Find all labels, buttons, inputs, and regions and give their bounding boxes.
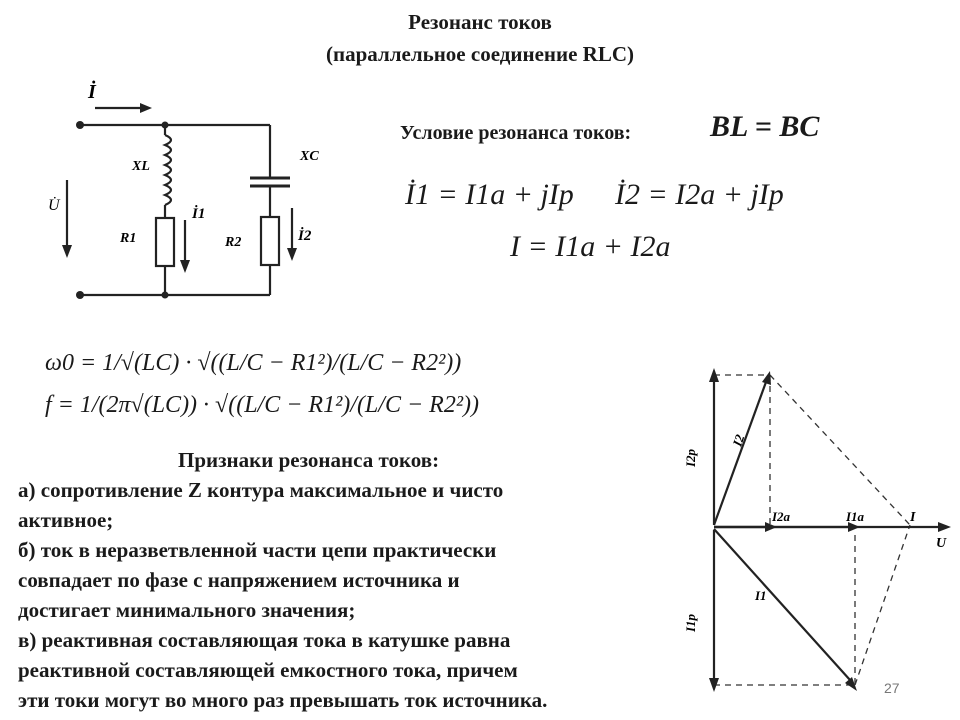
- i1-formula: İ1 = I1a + jIp: [405, 178, 574, 211]
- signs-line: б) ток в неразветвленной части цепи практически: [18, 538, 497, 562]
- resonance-condition-label: Условие резонанса токов:: [400, 122, 632, 144]
- signs-list: [18, 475, 547, 715]
- slide-title: Резонанс токов: [408, 10, 552, 34]
- signs-line: реактивной составляющей емкостного тока, причем: [18, 658, 518, 682]
- signs-line: достигает минимального значения;: [18, 598, 356, 622]
- i1-phasor-label: I1: [755, 588, 767, 603]
- current-label: İ: [88, 81, 96, 103]
- current-sum-formula: I = I1a + I2a: [510, 230, 671, 263]
- signs-heading: Признаки резонанса токов:: [178, 448, 440, 472]
- xc-label: XC: [300, 149, 319, 164]
- i1-label: İ1: [192, 206, 206, 222]
- resonance-condition-formula: BL = BC: [710, 110, 820, 143]
- frequency-formula: f = 1/(2π√(LC)) · √((L/C − R1²)/(L/C − R2²)): [45, 392, 479, 418]
- i2-formula: İ2 = I2a + jIp: [615, 178, 784, 211]
- i2p-label: I2p: [683, 448, 698, 467]
- signs-line: в) реактивная составляющая тока в катушке равна: [18, 628, 511, 652]
- voltage-label: U̇: [48, 197, 60, 214]
- slide-subtitle: (параллельное соединение RLC): [325, 42, 634, 66]
- phasor-diagram: [670, 355, 955, 700]
- page-number: 27: [884, 680, 900, 696]
- i-phasor-label: I: [910, 510, 916, 525]
- signs-line: совпадает по фазе с напряжением источника и: [18, 568, 460, 592]
- i2a-label: I2a: [772, 509, 791, 524]
- i2-label: İ2: [298, 228, 312, 244]
- i2-phasor-label: I2: [729, 432, 748, 449]
- i1a-label: I1a: [846, 509, 865, 524]
- circuit-diagram: [40, 70, 340, 310]
- signs-line: эти токи могут во много раз превышать ток источника.: [18, 688, 548, 712]
- omega-formula: ω0 = 1/√(LC) · √((L/C − R1²)/(L/C − R2²)): [45, 350, 462, 376]
- i1p-label: I1p: [683, 613, 698, 632]
- r1-label: R1: [120, 231, 137, 246]
- signs-line: а) сопротивление Z контура максимальное и чисто: [18, 478, 504, 502]
- u-phasor-label: U: [936, 536, 947, 551]
- xl-label: XL: [132, 159, 150, 174]
- signs-line: активное;: [18, 508, 114, 532]
- r2-label: R2: [225, 235, 242, 250]
